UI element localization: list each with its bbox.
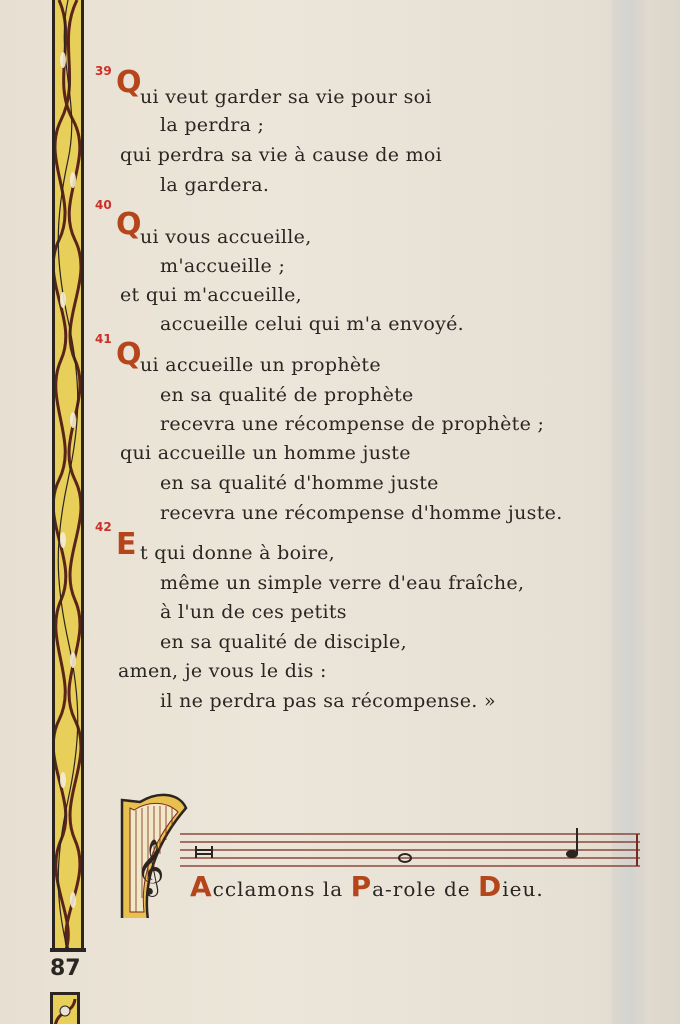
verse-line: même un simple verre d'eau fraîche, xyxy=(160,572,525,594)
verse-line: qui accueille un homme juste xyxy=(120,442,411,464)
acclamation-text xyxy=(190,870,544,903)
verse-line: t qui donne à boire, xyxy=(140,542,335,564)
drop-cap: Q xyxy=(116,65,142,100)
acclamation-cap: D xyxy=(478,870,503,903)
music-note-icon xyxy=(566,828,578,858)
verse-line: en sa qualité d'homme juste xyxy=(160,472,439,494)
verse-line: m'accueille ; xyxy=(160,255,286,277)
drop-cap: E xyxy=(116,527,137,562)
verse-line: accueille celui qui m'a envoyé. xyxy=(160,313,465,335)
verse-line: ui veut garder sa vie pour soi xyxy=(140,86,432,108)
acclamation-cap: A xyxy=(190,870,213,903)
acclamation-word: a-role de xyxy=(372,877,478,901)
verse-line: la gardera. xyxy=(160,174,270,196)
vine-ornament-icon xyxy=(55,0,81,952)
verse-line: en sa qualité de disciple, xyxy=(160,631,407,653)
verse-line: et qui m'accueille, xyxy=(120,284,302,306)
verse-line: à l'un de ces petits xyxy=(160,601,347,623)
verse-line: ui accueille un prophète xyxy=(140,354,381,376)
verse-line: recevra une récompense de prophète ; xyxy=(160,413,545,435)
breve-note-icon xyxy=(196,846,212,858)
verse-line: ui vous accueille, xyxy=(140,226,312,248)
verse-line: recevra une récompense d'homme juste. xyxy=(160,502,563,524)
verse-line: la perdra ; xyxy=(160,114,265,136)
acclamation-word: cclamons la xyxy=(212,877,351,901)
verse-number: 39 xyxy=(95,64,112,78)
verse-line: en sa qualité de prophète xyxy=(160,384,414,406)
border-cap xyxy=(50,948,86,952)
verse-number: 40 xyxy=(95,198,112,212)
verse-number: 41 xyxy=(95,332,112,346)
verse-line: amen, je vous le dis : xyxy=(118,660,327,682)
verse-number: 42 xyxy=(95,520,112,534)
page-number: 87 xyxy=(50,956,81,981)
acclamation-cap: P xyxy=(350,870,373,903)
drop-cap: Q xyxy=(116,337,142,372)
gospel-acclamation xyxy=(120,788,640,918)
verse-line: qui perdra sa vie à cause de moi xyxy=(120,144,443,166)
verse-line: il ne perdra pas sa récompense. » xyxy=(160,690,496,712)
next-page-ornament xyxy=(50,992,80,1024)
drop-cap: Q xyxy=(116,207,142,242)
decorative-border xyxy=(52,0,84,952)
acclamation-word: ieu. xyxy=(502,877,544,901)
treble-clef-icon: 𝄞 xyxy=(136,839,165,895)
